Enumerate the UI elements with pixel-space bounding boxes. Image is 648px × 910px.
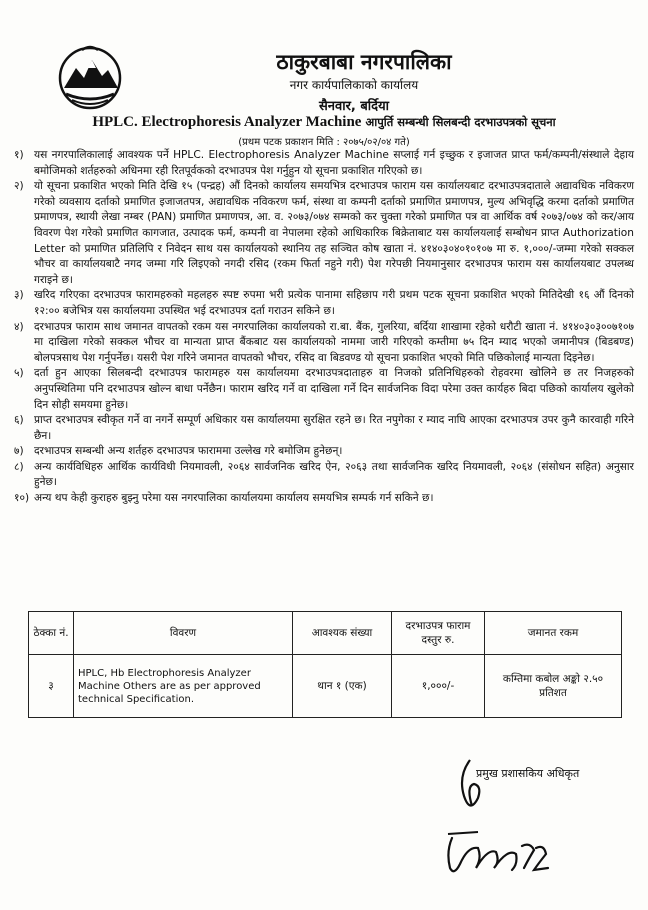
cell-form-fee: १,०००/-: [392, 655, 485, 718]
header-contract-no: ठेक्का नं.: [29, 612, 74, 655]
header-quantity: आवश्यक संख्या: [293, 612, 392, 655]
table-header-row: [29, 612, 622, 655]
notice-subject: [18, 114, 630, 131]
table-row: [29, 655, 622, 718]
condition-number: ८): [14, 460, 24, 473]
header-deposit: जमानत रकम: [485, 612, 622, 655]
condition-number: ७): [14, 445, 24, 458]
condition-text: यस नगरपालिकालाई आवश्यक पर्ने HPLC. Electrophoresis Analyzer Machine सप्लाई गर्न इच्छुक र इजाजत प्राप्त फर्म/कम्पनी/संस्थाले देहाय बमोजिमको शर्तहरुको अधिनमा रही रितपूर्वकको दरभाउपत्र पेश गर्नुहुन यो सूचना प्रकाशित गरिएको छ।: [34, 149, 634, 177]
cell-description: HPLC, Hb Electrophoresis Analyzer Machine Others are as per approved technical Specification.: [74, 655, 293, 718]
condition-number: ६): [14, 414, 24, 427]
condition-text: यो सूचना प्रकाशित भएको मिति देखि १५ (पन्द्रह) औं दिनको कार्यालय समयभित्र दरभाउपत्र फाराम यस कार्यालयबाट दरभाउपत्रदाताले अद्यावधिक नविकरण गरेको व्यवसाय दर्ताको प्रमाणित इजाजतपत्र, अद्यावधिक नविकरण फर्म, संस्था वा कम्पनी दर्ताको प्रमाणित प्रमाणपत्र, मुल्य अभिवृद्धि करमा दर्ताको प्रमाणित प्रमाणपत्र, स्थायी लेखा नम्बर (PAN) प्रमाणित प्रमाणपत्र, आ. व. २०७३/०७४ सम्मको कर चुक्ता गरेको प्रमाणित पत्र वा आर्थिक वर्ष २०७३/०७४ को कर/आय विवरण पेश गरेको प्रमाणित कागजात, उत्पादक फर्म, कम्पनी वा नेपालमा रहेको आधिकारिक बिक्रेताबाट यस कार्यालयलाई सम्बोधन प्राप्त Authorization Letter को प्रमाणित प्रतिलिपि र निवेदन साथ यस कार्यालयको स्थानिय तह सञ्चित कोष खाता नं. ४१४०३०४०१०१०७ मा रु. १,०००/-जम्मा गरेको सक्कल भौचर वा कार्यालयबाटै नगद जम्मा गरि लिइएको नगदी रसिद (रकम फिर्ता नहुने गरी) पेश गरेपछी नियमानुसार दरभाउपत्र फाराम यस कार्यालयबाट उपलब्ध गराइने छ।: [34, 180, 634, 286]
condition-item: [14, 148, 634, 179]
cell-contract-no: ३: [29, 655, 74, 718]
office-location: सैनवार, बर्दिया: [319, 99, 389, 114]
office-name: नगर कार्यपालिकाको कार्यालय: [289, 78, 419, 92]
signatory-title: प्रमुख प्रशासकिय अधिकृत: [476, 767, 580, 780]
conditions-list: [14, 148, 634, 507]
condition-text: प्राप्त दरभाउपत्र स्वीकृत गर्ने वा नगर्ने सम्पूर्ण अधिकार यस कार्यालयमा सुरक्षित रहने छ। रित नपुगेका र म्याद नाघि आएका दरभाउपत्र उपर कुनै कारवाही गरिने छैन।: [34, 414, 634, 442]
condition-item: [14, 366, 634, 413]
cell-quantity: थान १ (एक): [293, 655, 392, 718]
condition-text: अन्य कार्यविधिहरु आर्थिक कार्यविधी नियमावली, २०६४ सार्वजनिक खरिद ऐन, २०६३ तथा सार्वजनिक खरिद नियमावली, २०६४ (संसोधन सहित) अनुसार हुनेछ।: [34, 460, 634, 489]
cell-deposit: कम्तिमा कबोल अङ्को २.५० प्रतिशत: [485, 655, 622, 718]
condition-number: १): [14, 149, 24, 161]
condition-item: [14, 288, 634, 319]
condition-text: दर्ता हुन आएका सिलबन्दी दरभाउपत्र फारामहरु यस कार्यालयमा दरभाउपत्रदाताहरु वा निजको प्रतिनिधिहरुको रोहवरमा खोलिने छ तर निजहरुको अनुपस्थितिमा पनि दरभाउपत्र खोल्न बाधा पर्नेछैन। फाराम खरिद गर्ने वा दाखिला गर्ने दिन सार्वजनिक विदा परेमा उक्त कार्यहरु बिदा पछिको कार्यालय खुलेको दिन सोही समयमा हुनेछ।: [34, 367, 634, 411]
condition-number: २): [14, 180, 24, 193]
condition-item: [14, 491, 634, 507]
condition-item: [14, 413, 634, 444]
header-form-fee: दरभाउपत्र फाराम दस्तुर रु.: [392, 612, 485, 655]
municipality-name: ठाकुरबाबा नगरपालिका: [276, 50, 452, 74]
condition-text: दरभाउपत्र फाराम साथ जमानत वापतको रकम यस नगरपालिका कार्यालयको रा.बा. बैंक, गुलरिया, बर्दिया शाखामा रहेको धरौटी खाता नं. ४१४०३०३००७१०७ मा दाखिला गरेको सक्कल भौचर वा मान्यता प्राप्त बैंकबाट यस कार्यालयको नाममा जारी गरिएको कम्तीमा ७५ दिन म्याद भएको जमानीपत्र (बिडबण्ड) बोलपत्रसाथ पेश गर्नुपर्नेछ। यसरी पेश गरिने जमानत वापतको भौचर, रसिद वा बिडवण्ड यो सूचना प्रकाशित भएको मिति पछिकोलाई मान्यता दिइनेछ।: [34, 320, 634, 364]
handwritten-signature: [438, 818, 558, 878]
condition-text: खरिद गरिएका दरभाउपत्र फारामहरुको महलहरु स्पष्ट रुपमा भरी प्रत्येक पानामा सहिछाप गरी प्रथम पटक सूचना प्रकाशित भएको मितिदेखी १६ औं दिनको १२:०० बजेभित्र यस कार्यालयमा उपस्थित भई दरभाउपत्र दर्ता गराउन सकिने छ।: [34, 289, 634, 317]
subject-english: HPLC. Electrophoresis Analyzer Machine: [92, 114, 362, 130]
condition-item: [14, 179, 634, 288]
condition-item: [14, 320, 634, 367]
publication-date: (प्रथम पटक प्रकाशन मिति : २०७५/०२/०४ गते): [238, 137, 410, 148]
tender-table: [28, 611, 622, 718]
subject-nepali: आपुर्ति सम्बन्धी सिलबन्दी दरभाउपत्रको सूचना: [365, 115, 556, 129]
header-description: विवरण: [74, 612, 293, 655]
condition-number: १०): [14, 492, 30, 505]
condition-number: ३): [14, 289, 24, 302]
condition-item: [14, 444, 634, 460]
condition-number: ४): [14, 320, 24, 333]
condition-item: [14, 460, 634, 491]
condition-text: दरभाउपत्र सम्बन्धी अन्य शर्तहरु दरभाउपत्र फाराममा उल्लेख गरे बमोजिम हुनेछन्।: [34, 445, 343, 458]
signature-mark: [448, 756, 498, 816]
condition-number: ५): [14, 367, 24, 380]
condition-text: अन्य थप केही कुराहरु बुझ्नु परेमा यस नगरपालिका कार्यालयमा कार्यालय समयभित्र सम्पर्क गर्न सकिने छ।: [34, 492, 434, 505]
